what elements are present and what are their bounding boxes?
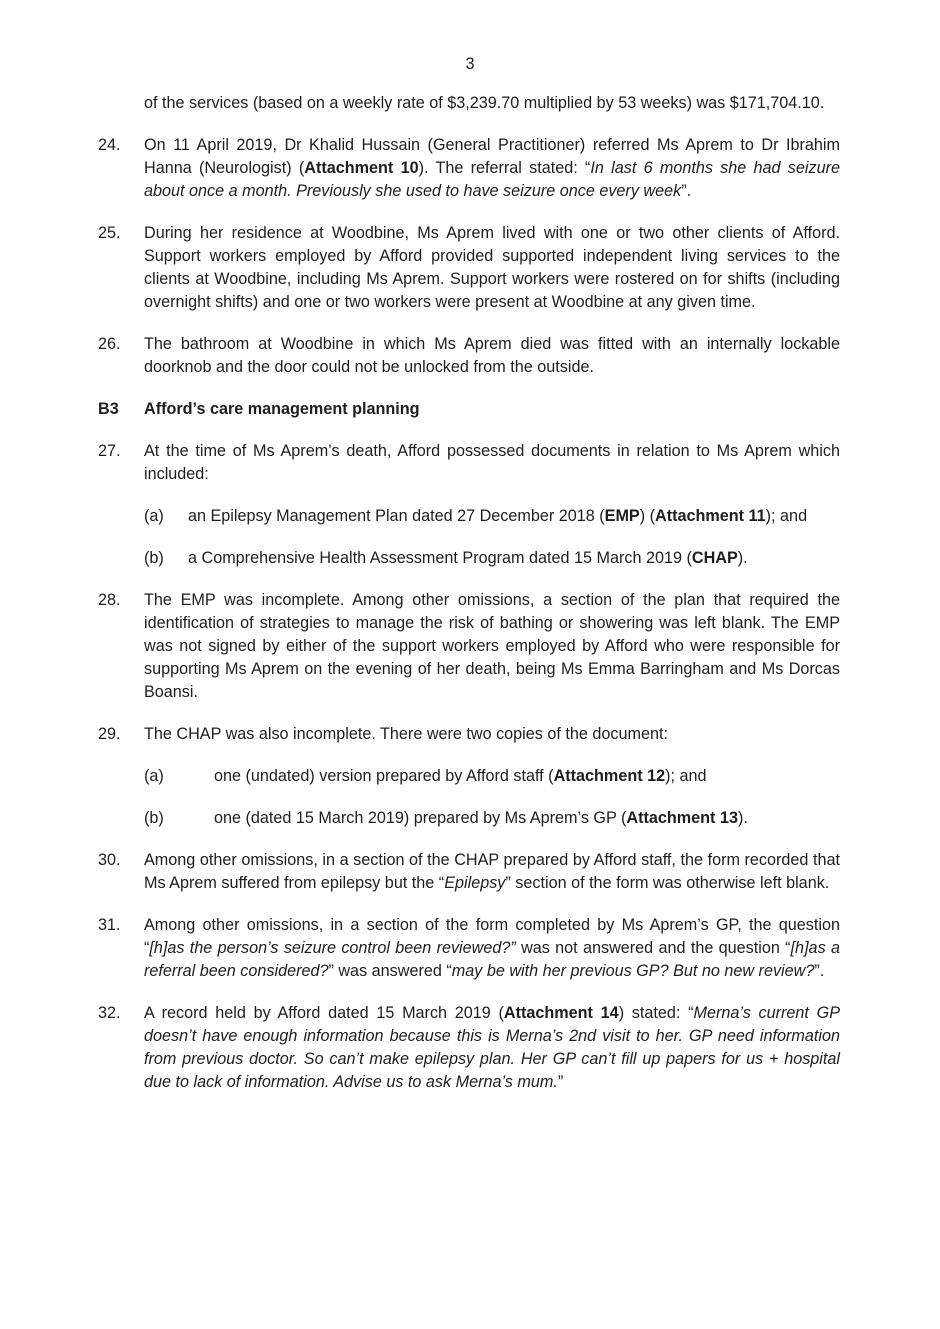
quoted-text: [h]as a referral been considered? <box>144 939 840 980</box>
quoted-text: Epilepsy <box>444 874 506 892</box>
subparagraph-text: a Comprehensive Health Assessment Program dated 15 March 2019 ( <box>188 549 692 567</box>
paragraph-27 <box>98 440 840 486</box>
paragraph-30 <box>98 849 840 895</box>
paragraph-number: 28. <box>98 591 121 609</box>
subparagraph-text: ) ( <box>639 507 656 525</box>
page-number: 3 <box>465 55 475 73</box>
paragraph-29 <box>98 723 840 746</box>
subparagraph-label: (a) <box>144 507 164 525</box>
quoted-text: may be with her previous GP? But no new review? <box>451 962 815 980</box>
defined-term: EMP <box>604 507 640 525</box>
subparagraph-text: ). <box>737 809 748 827</box>
attachment-reference: Attachment 11 <box>655 507 766 525</box>
attachment-reference: Attachment 14 <box>503 1004 619 1022</box>
paragraph-24 <box>98 134 840 203</box>
paragraph-number: 32. <box>98 1004 121 1022</box>
subparagraph-27b <box>144 547 840 570</box>
paragraph-text: A record held by Afford dated 15 March 2019 ( <box>144 1004 504 1022</box>
paragraph-text: was not answered and the question “ <box>515 939 791 957</box>
attachment-reference: Attachment 10 <box>304 159 419 177</box>
subparagraph-29b <box>144 807 840 830</box>
paragraph-31 <box>98 914 840 983</box>
defined-term: CHAP <box>691 549 738 567</box>
quoted-text: Merna’s current GP doesn’t have enough information because this is Merna’s 2nd visit to her. GP need information from previous doctor. So can’t make epilepsy plan. Her GP can’t fill up papers for us + hospital due to lack of information. Advise us to ask Merna’s mum. <box>144 1004 841 1091</box>
paragraph-text: On 11 April 2019, Dr Khalid Hussain (General Practitioner) referred Ms Aprem to Dr Ibrahim Hanna (Neurologist) ( <box>144 136 840 177</box>
paragraph-text: The bathroom at Woodbine in which Ms Aprem died was fitted with an internally lockable doorknob and the door could not be unlocked from the outside. <box>144 335 840 376</box>
paragraph-text: ” <box>557 1073 564 1091</box>
paragraph-number: 31. <box>98 916 121 934</box>
paragraph-text: During her residence at Woodbine, Ms Aprem lived with one or two other clients of Afford. Support workers employed by Afford provided supported independent living services to the clients at Woodbine, including Ms Aprem. Support workers were rostered on for shifts (including overnight shifts) and one or two workers were present at Woodbine at any given time. <box>144 224 840 311</box>
section-heading-b3 <box>98 398 840 421</box>
subparagraph-29a <box>144 765 840 788</box>
paragraph-text: ) stated: “ <box>618 1004 694 1022</box>
paragraph-text: ”. <box>681 182 692 200</box>
subparagraph-text: ). <box>737 549 748 567</box>
paragraph-text: Among other omissions, in a section of the form completed by Ms Aprem’s GP, the question “ <box>144 916 840 957</box>
subparagraph-label: (b) <box>144 809 164 827</box>
paragraph-text: The CHAP was also incomplete. There were two copies of the document: <box>144 725 668 743</box>
paragraph-text: ” section of the form was otherwise left blank. <box>505 874 830 892</box>
paragraph-25 <box>98 222 840 314</box>
subparagraph-text: ); and <box>665 767 707 785</box>
paragraph-number: 30. <box>98 851 121 869</box>
subparagraph-text: ); and <box>765 507 808 525</box>
paragraph-text: At the time of Ms Aprem’s death, Afford possessed documents in relation to Ms Aprem which included: <box>144 442 840 483</box>
paragraph-number: 25. <box>98 224 121 242</box>
document-body <box>98 92 840 1113</box>
subparagraph-label: (a) <box>144 767 164 785</box>
paragraph-text: ). The referral stated: “ <box>418 159 591 177</box>
attachment-reference: Attachment 12 <box>553 767 666 785</box>
paragraph-number: 27. <box>98 442 121 460</box>
section-title: Afford’s care management planning <box>144 400 420 418</box>
subparagraph-label: (b) <box>144 549 164 567</box>
paragraph-23-continuation: of the services (based on a weekly rate of $3,239.70 multiplied by 53 weeks) was $171,704.10. <box>144 94 825 112</box>
paragraph-text: ”. <box>814 962 825 980</box>
paragraph-number: 29. <box>98 725 121 743</box>
quoted-text: In last 6 months she had seizure about once a month. Previously she used to have seizure once every week <box>144 159 840 200</box>
paragraph-32 <box>98 1002 840 1094</box>
subparagraph-text: one (dated 15 March 2019) prepared by Ms Aprem’s GP ( <box>214 809 627 827</box>
section-number: B3 <box>98 400 119 418</box>
paragraph-number: 24. <box>98 136 121 154</box>
subparagraph-text: an Epilepsy Management Plan dated 27 December 2018 ( <box>188 507 605 525</box>
paragraph-text: The EMP was incomplete. Among other omissions, a section of the plan that required the identification of strategies to manage the risk of bathing or showering was left blank. The EMP was not signed by either of the support workers employed by Afford who were responsible for supporting Ms Aprem on the evening of her death, being Ms Emma Barringham and Ms Dorcas Boansi. <box>144 591 840 701</box>
paragraph-number: 26. <box>98 335 121 353</box>
paragraph-text: ” was answered “ <box>328 962 452 980</box>
subparagraph-27a <box>144 505 840 528</box>
paragraph-26 <box>98 333 840 379</box>
subparagraph-text: one (undated) version prepared by Afford staff ( <box>214 767 554 785</box>
paragraph-28 <box>98 589 840 704</box>
paragraph-text: Among other omissions, in a section of the CHAP prepared by Afford staff, the form recorded that Ms Aprem suffered from epilepsy but the “ <box>144 851 840 892</box>
attachment-reference: Attachment 13 <box>626 809 738 827</box>
quoted-text: [h]as the person’s seizure control been reviewed?” <box>149 939 516 957</box>
